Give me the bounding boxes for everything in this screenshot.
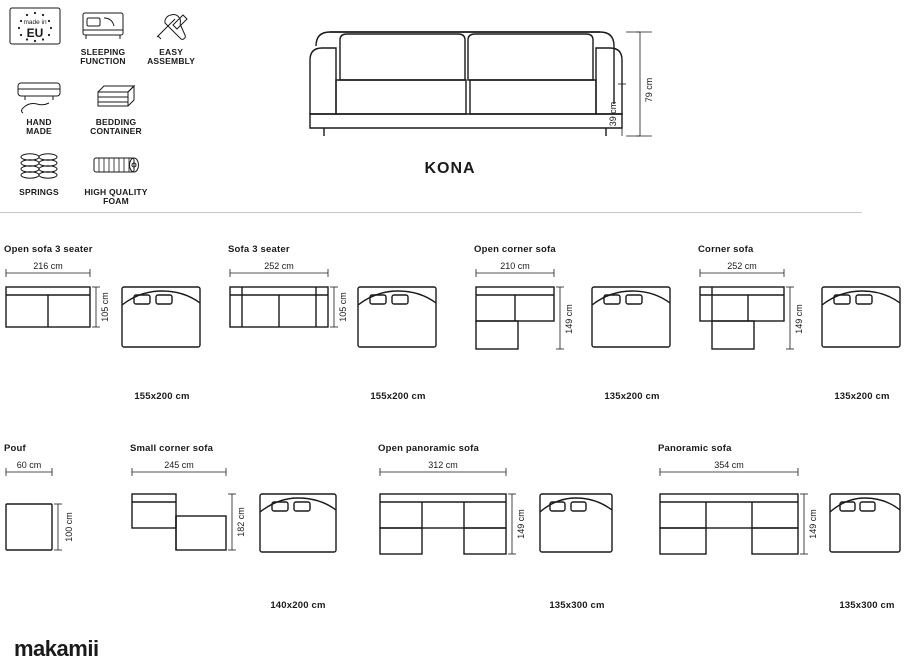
variant-width: 210 cm — [500, 261, 530, 271]
variant-panoramic-sofa — [658, 443, 905, 611]
badge-sleeping-function-label: SLEEPING FUNCTION — [80, 47, 126, 66]
variant-title: Pouf — [4, 443, 26, 454]
svg-text:EU: EU — [26, 26, 44, 40]
badge-springs — [8, 146, 70, 197]
variant-bed-size: 155x200 cm — [370, 391, 426, 402]
variant-bed-size: 155x200 cm — [134, 391, 190, 402]
variant-open-panoramic-sofa — [378, 443, 618, 611]
badge-high-quality-foam-label: HIGH QUALITY FOAM — [84, 186, 148, 206]
variant-title: Open corner sofa — [474, 244, 556, 255]
variant-sofa-3-seater — [228, 244, 448, 402]
brand-logo — [14, 636, 99, 662]
variant-corner-sofa — [698, 244, 905, 402]
variant-depth: 149 cm — [564, 304, 574, 334]
variant-title: Sofa 3 seater — [228, 244, 290, 255]
variant-small-corner-sofa — [130, 443, 360, 611]
badge-springs-label: SPRINGS — [19, 186, 59, 197]
variant-pouf — [4, 443, 144, 588]
divider — [0, 212, 862, 213]
variant-bed-size: 135x200 cm — [604, 391, 660, 402]
variant-width: 354 cm — [714, 460, 744, 470]
badge-bedding-container — [80, 76, 152, 136]
badge-row-3 — [8, 146, 208, 206]
badge-row-1 — [8, 6, 208, 66]
variant-bed-size: 135x200 cm — [834, 391, 890, 402]
variant-width: 312 cm — [428, 460, 458, 470]
badge-made-in-eu — [8, 6, 62, 46]
badge-sleeping-function — [72, 6, 134, 66]
variant-width: 60 cm — [16, 460, 42, 470]
springs-icon — [8, 146, 70, 186]
badge-high-quality-foam — [80, 146, 152, 206]
bed-icon — [72, 6, 134, 46]
variant-width: 245 cm — [164, 460, 194, 470]
product-name: KONA — [424, 160, 476, 177]
hand-sofa-icon — [8, 76, 70, 116]
variant-bed-size: 140x200 cm — [270, 600, 326, 611]
feature-badges — [8, 6, 208, 212]
badge-easy-assembly-label: EASY ASSEMBLY — [147, 47, 196, 66]
main-total-height: 79 cm — [644, 77, 654, 103]
variant-title: Panoramic sofa — [658, 443, 732, 454]
main-sofa-drawing — [300, 10, 670, 150]
variant-depth: 149 cm — [794, 304, 804, 334]
variant-bed-size: 135x300 cm — [549, 600, 605, 611]
variant-depth: 149 cm — [516, 509, 526, 539]
badge-easy-assembly — [144, 6, 198, 66]
variant-title: Open panoramic sofa — [378, 443, 479, 454]
variant-depth: 100 cm — [64, 512, 74, 542]
badge-hand-made-label: HAND MADE — [26, 116, 52, 136]
variant-title: Open sofa 3 seater — [4, 244, 93, 255]
brand-name: makamii — [14, 636, 99, 661]
variant-title: Small corner sofa — [130, 443, 214, 454]
variant-bed-size: 135x300 cm — [839, 600, 895, 611]
badge-bedding-container-label: BEDDING CONTAINER — [90, 116, 142, 136]
eu-stars-icon — [8, 6, 62, 46]
variant-width: 252 cm — [264, 261, 294, 271]
variant-width: 216 cm — [33, 261, 63, 271]
variant-depth: 149 cm — [808, 509, 818, 539]
svg-text:made in: made in — [23, 19, 47, 26]
badge-hand-made — [8, 76, 70, 136]
variant-title: Corner sofa — [698, 244, 754, 255]
variant-depth: 105 cm — [338, 292, 348, 322]
variant-depth: 105 cm — [100, 292, 110, 322]
tools-icon — [144, 6, 198, 46]
variant-open-sofa-3-seater — [4, 244, 224, 402]
badge-row-2 — [8, 76, 208, 136]
container-icon — [80, 76, 152, 116]
variant-depth: 182 cm — [236, 507, 246, 537]
main-seat-height: 39 cm — [608, 101, 618, 127]
variant-width: 252 cm — [727, 261, 757, 271]
variant-open-corner-sofa — [474, 244, 694, 402]
foam-roll-icon — [80, 146, 152, 186]
